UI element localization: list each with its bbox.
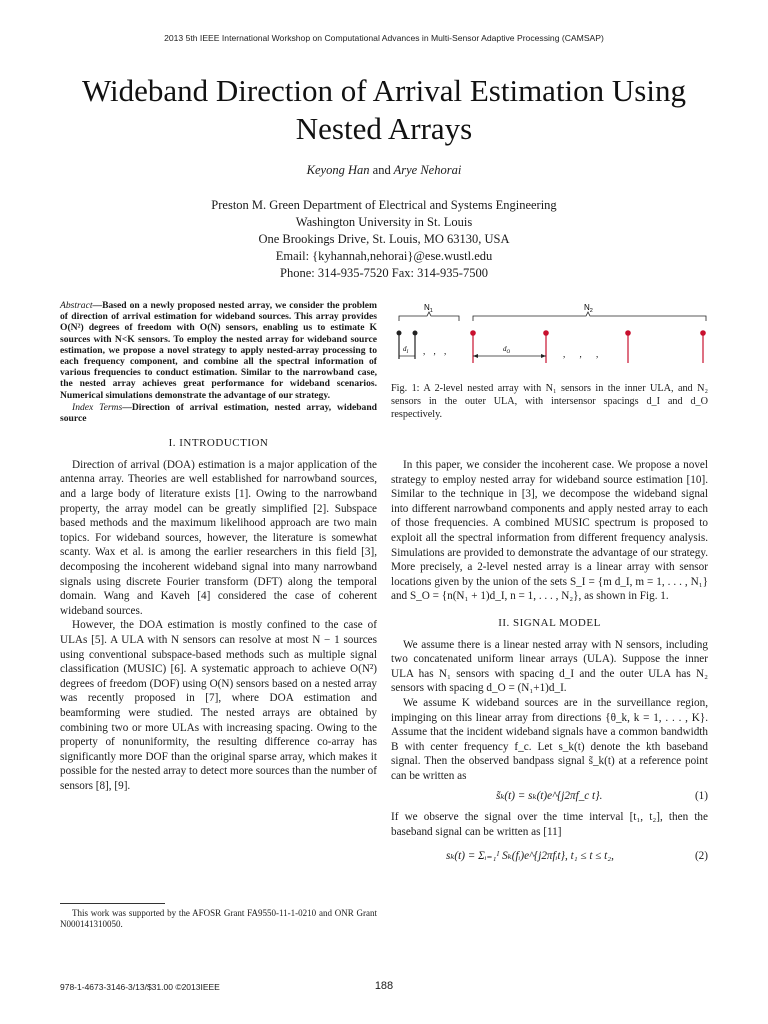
footnote-rule [60, 903, 165, 904]
footnote-text: This work was supported by the AFOSR Grant FA9550-11-1-0210 and ONR Grant N000141310050. [60, 908, 377, 929]
title-line-2: Nested Arrays [295, 111, 473, 146]
index-terms [60, 402, 377, 424]
author-2: Arye Nehorai [393, 163, 462, 177]
paper-title [60, 72, 708, 148]
equation-2 [391, 849, 708, 864]
nested-array-diagram [391, 303, 708, 373]
page-number: 188 [374, 980, 394, 992]
figure-caption: Fig. 1: A 2-level nested array with N₁ sensors in the inner ULA, and N₂ sensors in the outer ULA, with intersensor spacings d_I and d_O respectively. [391, 383, 708, 420]
affiliation-department: Preston M. Green Department of Electrical and Systems Engineering [211, 198, 557, 212]
affiliation-university: Washington University in St. Louis [295, 215, 473, 229]
copyright-footer: 978-1-4673-3146-3/13/$31.00 ©2013IEEE [60, 982, 220, 992]
authors [0, 163, 768, 178]
outer-sensor-head [700, 330, 706, 336]
section-heading-signal-model: II. SIGNAL MODEL [498, 616, 601, 629]
outer-dots: , , , [563, 349, 605, 359]
title-line-1: Wideband Direction of Arrival Estimation Using [82, 73, 686, 108]
abstract-text: —Based on a newly proposed nested array, we consider the problem of direction of arrival estimation for wideband sources. This array provides O(N²) degrees of freedom with O(N) sensors, enabling us to estimate K sources with N<K sensors. To employ the nested array for wideband source estimation, we propose a novel strategy to apply nested-array processing to each frequency component, and combine all the spectral information of various frequencies to conduct estimation. Similar to the narrowband case, the nested array achieves great performance for wideband scenarios. Numerical simulations demonstrate the advantage of our strategy. [60, 300, 377, 401]
author-1: Keyong Han [306, 163, 370, 177]
label-n1: $N_1$ [424, 303, 433, 314]
footnote [60, 903, 377, 930]
outer-sensor-head [470, 330, 476, 336]
index-terms-label: Index Terms [72, 401, 123, 413]
equation-1-body: s̃ₖ(t) = sₖ(t)e^{j2πf_c t}. [496, 790, 603, 803]
affiliation-email: Email: {kyhannah,nehorai}@ese.wustl.edu [275, 249, 493, 263]
figure-1 [391, 303, 708, 421]
right-paragraph-4: If we observe the signal over the time interval [t₁, t₂], then the baseband signal can be written as [11] [391, 811, 708, 838]
inner-dots: , , , [423, 346, 450, 356]
affiliation-address: One Brookings Drive, St. Louis, MO 63130, USA [258, 232, 510, 246]
section-heading-introduction: I. INTRODUCTION [168, 437, 269, 450]
arrowhead-left [473, 354, 478, 358]
right-column [391, 458, 708, 870]
right-paragraph-1: In this paper, we consider the incoherent case. We propose a novel strategy to employ nested array for wideband source estimation [10]. Similar to the technique in [3], we decompose the wideband signal into different narrowband components and apply nested array to each of those frequencies. A combined MUSIC spectrum is proposed to exploit all the spectral information from different frequency analysis. Simulations are provided to demonstrate the advantage of our strategy. More precisely, a 2-level nested array is a linear array with sensor locations given by the union of the sets S_I = {m d_I, m = 1, . . . , N₁} and S_O = {n(N₁ + 1)d_I, n = 1, . . . , N₂}, as shown in Fig. 1. [391, 459, 708, 603]
equation-2-number: (2) [694, 850, 708, 863]
label-do: $d_O$ [503, 345, 511, 355]
label-n2: $N_2$ [584, 303, 593, 314]
affiliation-phone: Phone: 314-935-7520 Fax: 314-935-7500 [280, 266, 488, 280]
inner-sensor-head [397, 331, 402, 336]
abstract-label: Abstract [60, 300, 93, 311]
equation-1 [391, 789, 708, 804]
abstract [60, 300, 377, 401]
right-paragraph-3: We assume K wideband sources are in the surveillance region, impinging on this linear array from directions {θ_k, k = 1, . . . , K}. Assume that the incident wideband signals have a common bandwidth B with center frequency f_c. Let s_k(t) denote the kth baseband signal. Then the observed bandpass signal s̃_k(t) at a reference point can be written as [391, 696, 708, 782]
right-paragraph-2: We assume there is a linear nested array with N sensors, including two concatenated uniform linear arrays (ULA). Suppose the inner ULA has N₁ sensors with spacing d_I and the outer ULA has N₂ sensors with spacing d_O = (N₁+1)d_I. [391, 638, 708, 695]
outer-sensor-head [625, 330, 631, 336]
outer-sensor-head [543, 330, 549, 336]
left-column [60, 300, 377, 793]
intro-paragraph-1: Direction of arrival (DOA) estimation is a major application of the antenna array. Theories are well established for narrowband sources, and a large body of literature exists [1]. Owing to the narrowband property, the array model can be greatly simplified [2]. Subspace based methods and the maximum likelihood approach are two main topics. For wideband sources, however, the literature is somewhat scanty. Wax et al. is among the earlier researchers in this field [3], decomposing the incoherent wideband signal into many narrowband signals using discrete Fourier transform (DFT) along the temporal domain. Wang and Kaveh [4] considered the case of coherent wideband sources. [60, 458, 377, 617]
label-d1: $d_I$ [403, 345, 409, 355]
conference-header: 2013 5th IEEE International Workshop on Computational Advances in Multi-Sensor Adaptive Processing (CAMSAP) [164, 33, 604, 43]
inner-sensor-head [413, 331, 418, 336]
affiliation [0, 197, 768, 282]
arrowhead-right [541, 354, 546, 358]
equation-2-body: sₖ(t) = Σᵢ₌₁ᴵ Sₖ(fᵢ)e^{j2πfᵢt}, t₁ ≤ t ≤ t₂, [446, 850, 614, 863]
author-and: and [372, 163, 391, 177]
intro-paragraph-2: However, the DOA estimation is mostly confined to the case of ULAs [5]. A ULA with N sensors can resolve at most N − 1 sources using conventional subspace-based methods such as multiple signal classification (MUSIC) [6]. A systematic approach to achieve O(N²) degrees of freedom (DOF) using O(N) sensors based on a nested array was recently proposed in [7], where DOA estimation and beamforming were studied. The nested arrays are obtained by combining two or more ULAs with increasing spacing. Owing to the property of nonuniformity, the resulting difference co-array has significantly more DOF than the original sparse array, which makes it possible for the nested array to detect more sources than the number of sensors [8], [9]. [60, 619, 377, 792]
index-terms-text: —Direction of arrival estimation, nested array, wideband source [60, 401, 378, 425]
equation-1-number: (1) [694, 790, 708, 803]
